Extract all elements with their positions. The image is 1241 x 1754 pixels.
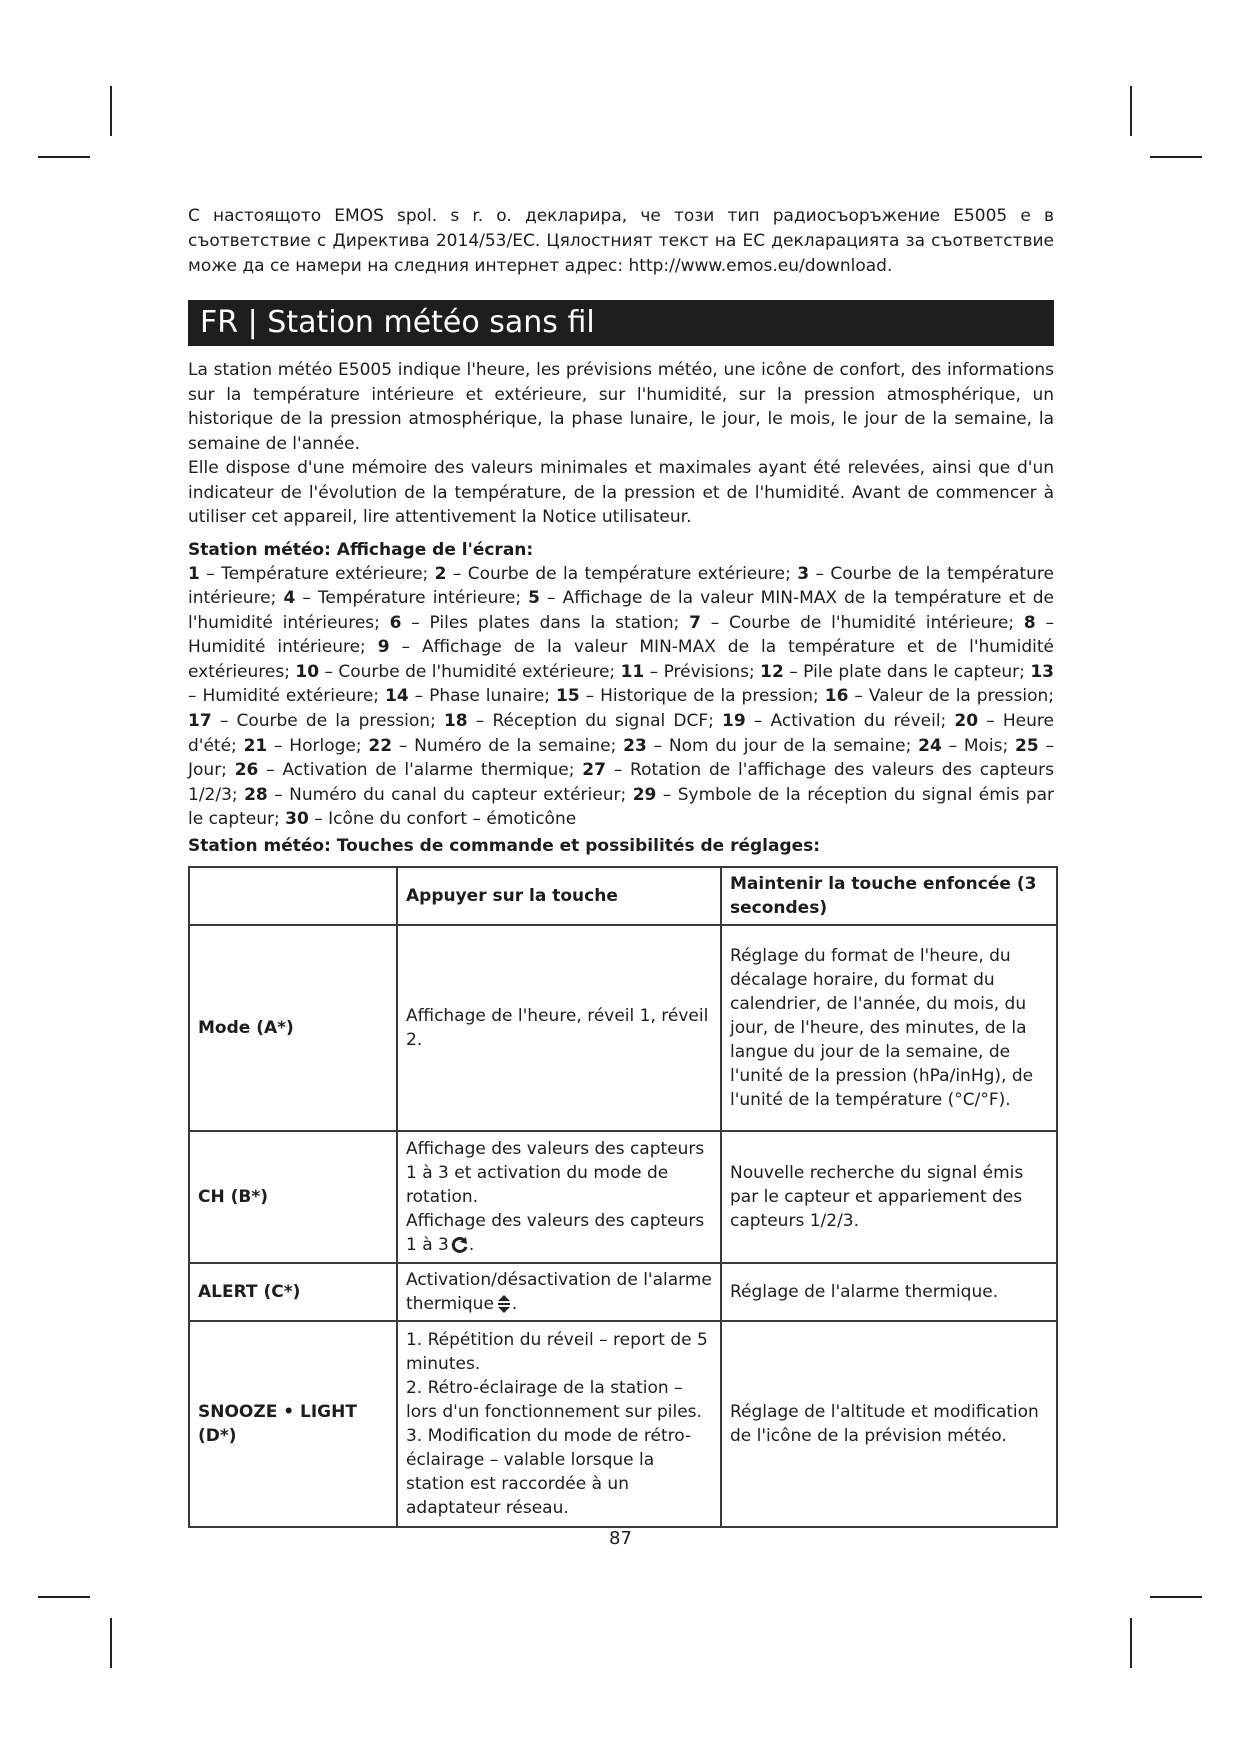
crop-mark: [110, 1618, 112, 1668]
page-number: 87: [609, 1528, 632, 1549]
button-name: CH (B*): [189, 1131, 397, 1263]
press-text: Activation/désactivation de l'alarme thermique: [406, 1270, 712, 1315]
page-content: [188, 204, 1054, 1528]
legend-text: – Symbole de la réception du signal émis par le capteur;: [188, 784, 1054, 830]
crop-mark: [38, 1596, 90, 1598]
press-action: [397, 1131, 721, 1263]
display-heading: Station météo: Affichage de l'écran:: [188, 539, 534, 560]
hold-action: [721, 1131, 1057, 1263]
legend-text: – Courbe de l'humidité extérieure;: [319, 661, 621, 682]
hold-text: Nouvelle recherche du signal émis par le capteur et appariement des capteurs 1/2/3.: [730, 1163, 1024, 1232]
legend-text: – Horloge;: [267, 735, 369, 756]
legend-text: – Valeur de la pression;: [848, 686, 1055, 707]
legend-number: 5: [528, 588, 540, 609]
legend-text: – Réception du signal DCF;: [467, 711, 723, 732]
legend-text: – Historique de la pression;: [579, 686, 825, 707]
legend-number: 10: [295, 661, 320, 682]
hold-action: [721, 1263, 1057, 1321]
legend-number: 12: [760, 661, 784, 682]
legend-text: – Mois;: [941, 735, 1016, 756]
legend-number: 28: [244, 784, 268, 805]
legend-number: 29: [632, 784, 657, 805]
hold-text: Réglage du format de l'heure, du décalage horaire, du format du calendrier, de l'année, du mois, du jour, de l'heure, des minutes, de la langue du jour de la semaine, de l'unité de la pression (hPa/inHg), de l'unité de la température (°C/°F).: [730, 946, 1034, 1111]
description-paragraph-2: Elle dispose d'une mémoire des valeurs minimales et maximales ayant été relevées, ainsi que d'un indicateur de l'évolution de la température, de la pression et de l'humidité. Avant de commencer à utiliser cet appareil, lire attentivement la Notice utilisateur.: [188, 458, 1054, 527]
legend-number: 20: [954, 711, 979, 732]
crop-mark: [38, 156, 90, 158]
legend-number: 30: [285, 809, 309, 830]
hold-action: [721, 925, 1057, 1131]
legend-text: – Phase lunaire;: [408, 686, 556, 707]
legend-text: – Activation de l'alarme thermique;: [258, 760, 583, 781]
legend-number: 15: [556, 686, 580, 707]
legend-number: 8: [1023, 612, 1036, 633]
crop-mark: [110, 86, 112, 136]
legend-text: – Courbe de l'humidité intérieure;: [700, 612, 1024, 633]
press-action: [397, 1263, 721, 1321]
legend-text: – Numéro du canal du capteur extérieur;: [267, 784, 633, 805]
table-row: [189, 925, 1057, 1131]
press-text: 1. Répétition du réveil – report de 5 minutes.: [406, 1330, 708, 1375]
crop-mark: [1150, 1596, 1202, 1598]
table-header-row: [189, 867, 1057, 925]
display-legend: [188, 562, 1054, 833]
legend-number: 26: [234, 760, 259, 781]
table-row: [189, 1321, 1057, 1527]
legend-number: 18: [443, 711, 468, 732]
header-cell-empty: [189, 867, 397, 925]
legend-text: – Affichage de la valeur MIN-MAX de la température et de l'humidité extérieures;: [188, 637, 1054, 682]
press-text: Affichage des valeurs des capteurs 1 à 3 et activation du mode de rotation.: [406, 1139, 705, 1208]
legend-number: 22: [368, 735, 393, 756]
legend-text: – Température intérieure;: [295, 588, 529, 609]
crop-mark: [1150, 156, 1202, 158]
legend-number: 2: [434, 563, 447, 584]
header-cell-hold: Maintenir la touche enfoncée (3 secondes): [721, 867, 1057, 925]
legend-text: – Affichage de la valeur MIN-MAX de la température et de l'humidité intérieures;: [188, 588, 1055, 633]
rotate-icon: [451, 1236, 469, 1254]
legend-text: – Icône du confort – émoticône: [308, 809, 577, 830]
legend-number: 16: [824, 686, 849, 707]
hold-action: [721, 1321, 1057, 1527]
legend-text: – Rotation de l'affichage des valeurs des capteurs 1/2/3;: [188, 760, 1054, 805]
press-text: Affichage de l'heure, réveil 1, réveil 2.: [406, 1006, 709, 1051]
bulgarian-declaration: С настоящото EMOS spol. s r. o. декларира, че този тип радиосъоръжение E5005 е в съответствие с Директива 2014/53/ЕС. Цялостният текст на ЕС декларацията за съответствие може да се намери на следния интернет адрес: http://www.emos.eu/download.: [188, 206, 1054, 276]
legend-text: – Jour;: [188, 735, 1054, 781]
legend-text: – Prévisions;: [644, 661, 761, 682]
button-name: Mode (A*): [189, 925, 397, 1131]
legend-number: 24: [918, 735, 942, 756]
controls-table: [188, 866, 1058, 1528]
legend-number: 6: [389, 612, 402, 633]
legend-number: 13: [1030, 661, 1054, 682]
legend-number: 7: [689, 612, 701, 633]
button-name: SNOOZE • LIGHT (D*): [189, 1321, 397, 1527]
hold-text: Réglage de l'alarme thermique.: [730, 1282, 999, 1303]
press-suffix: .: [511, 1294, 518, 1315]
section-title: FR | Station météo sans fil: [188, 300, 1054, 346]
crop-mark: [1130, 1618, 1132, 1668]
press-suffix: .: [468, 1235, 475, 1256]
controls-heading: Station météo: Touches de commande et possibilités de réglages:: [188, 836, 821, 857]
description-paragraph-1: La station météo E5005 indique l'heure, les prévisions météo, une icône de confort, des informations sur la température intérieure et extérieure, sur l'humidité, sur la pression atmosphérique, un historique de la pression atmosphérique, la phase lunaire, le jour, le mois, le jour de la semaine, la semaine de l'année.: [188, 360, 1054, 454]
legend-text: – Courbe de la pression;: [211, 711, 444, 732]
legend-number: 19: [722, 711, 746, 732]
legend-number: 23: [623, 735, 647, 756]
legend-number: 9: [377, 637, 390, 658]
legend-text: – Heure d'été;: [188, 711, 1054, 756]
press-action: [397, 1321, 721, 1527]
legend-number: 25: [1015, 735, 1039, 756]
press-text-with-icon: [406, 1209, 712, 1257]
press-text: Affichage des valeurs des capteurs 1 à 3: [406, 1211, 705, 1256]
legend-number: 21: [243, 735, 268, 756]
legend-number: 14: [384, 686, 409, 707]
legend-number: 3: [797, 563, 810, 584]
legend-text: – Température extérieure;: [199, 563, 435, 584]
thermal-alarm-icon: [496, 1294, 512, 1314]
legend-text: – Piles plates dans la station;: [401, 612, 690, 633]
legend-number: 1: [188, 563, 200, 584]
press-text: 3. Modification du mode de rétro-éclairage – valable lorsque la station est raccordée à un adaptateur réseau.: [406, 1426, 692, 1519]
legend-number: 11: [620, 661, 645, 682]
legend-text: – Pile plate dans le capteur;: [783, 661, 1031, 682]
button-name: ALERT (C*): [189, 1263, 397, 1321]
legend-number: 17: [188, 711, 212, 732]
press-text: 2. Rétro-éclairage de la station – lors d'un fonctionnement sur piles.: [406, 1378, 702, 1423]
legend-text: – Humidité extérieure;: [188, 686, 385, 707]
header-cell-press: Appuyer sur la touche: [397, 867, 721, 925]
legend-text: – Numéro de la semaine;: [392, 735, 624, 756]
legend-text: – Humidité intérieure;: [188, 612, 1055, 658]
legend-text: – Courbe de la température intérieure;: [188, 563, 1054, 609]
legend-text: – Activation du réveil;: [745, 711, 955, 732]
legend-text: – Courbe de la température extérieure;: [446, 563, 798, 584]
table-row: [189, 1263, 1057, 1321]
legend-number: 4: [283, 588, 296, 609]
crop-mark: [1130, 86, 1132, 136]
legend-number: 27: [582, 760, 606, 781]
hold-text: Réglage de l'altitude et modification de l'icône de la prévision météo.: [730, 1402, 1039, 1447]
table-row: [189, 1131, 1057, 1263]
press-action: [397, 925, 721, 1131]
legend-text: – Nom du jour de la semaine;: [646, 735, 919, 756]
